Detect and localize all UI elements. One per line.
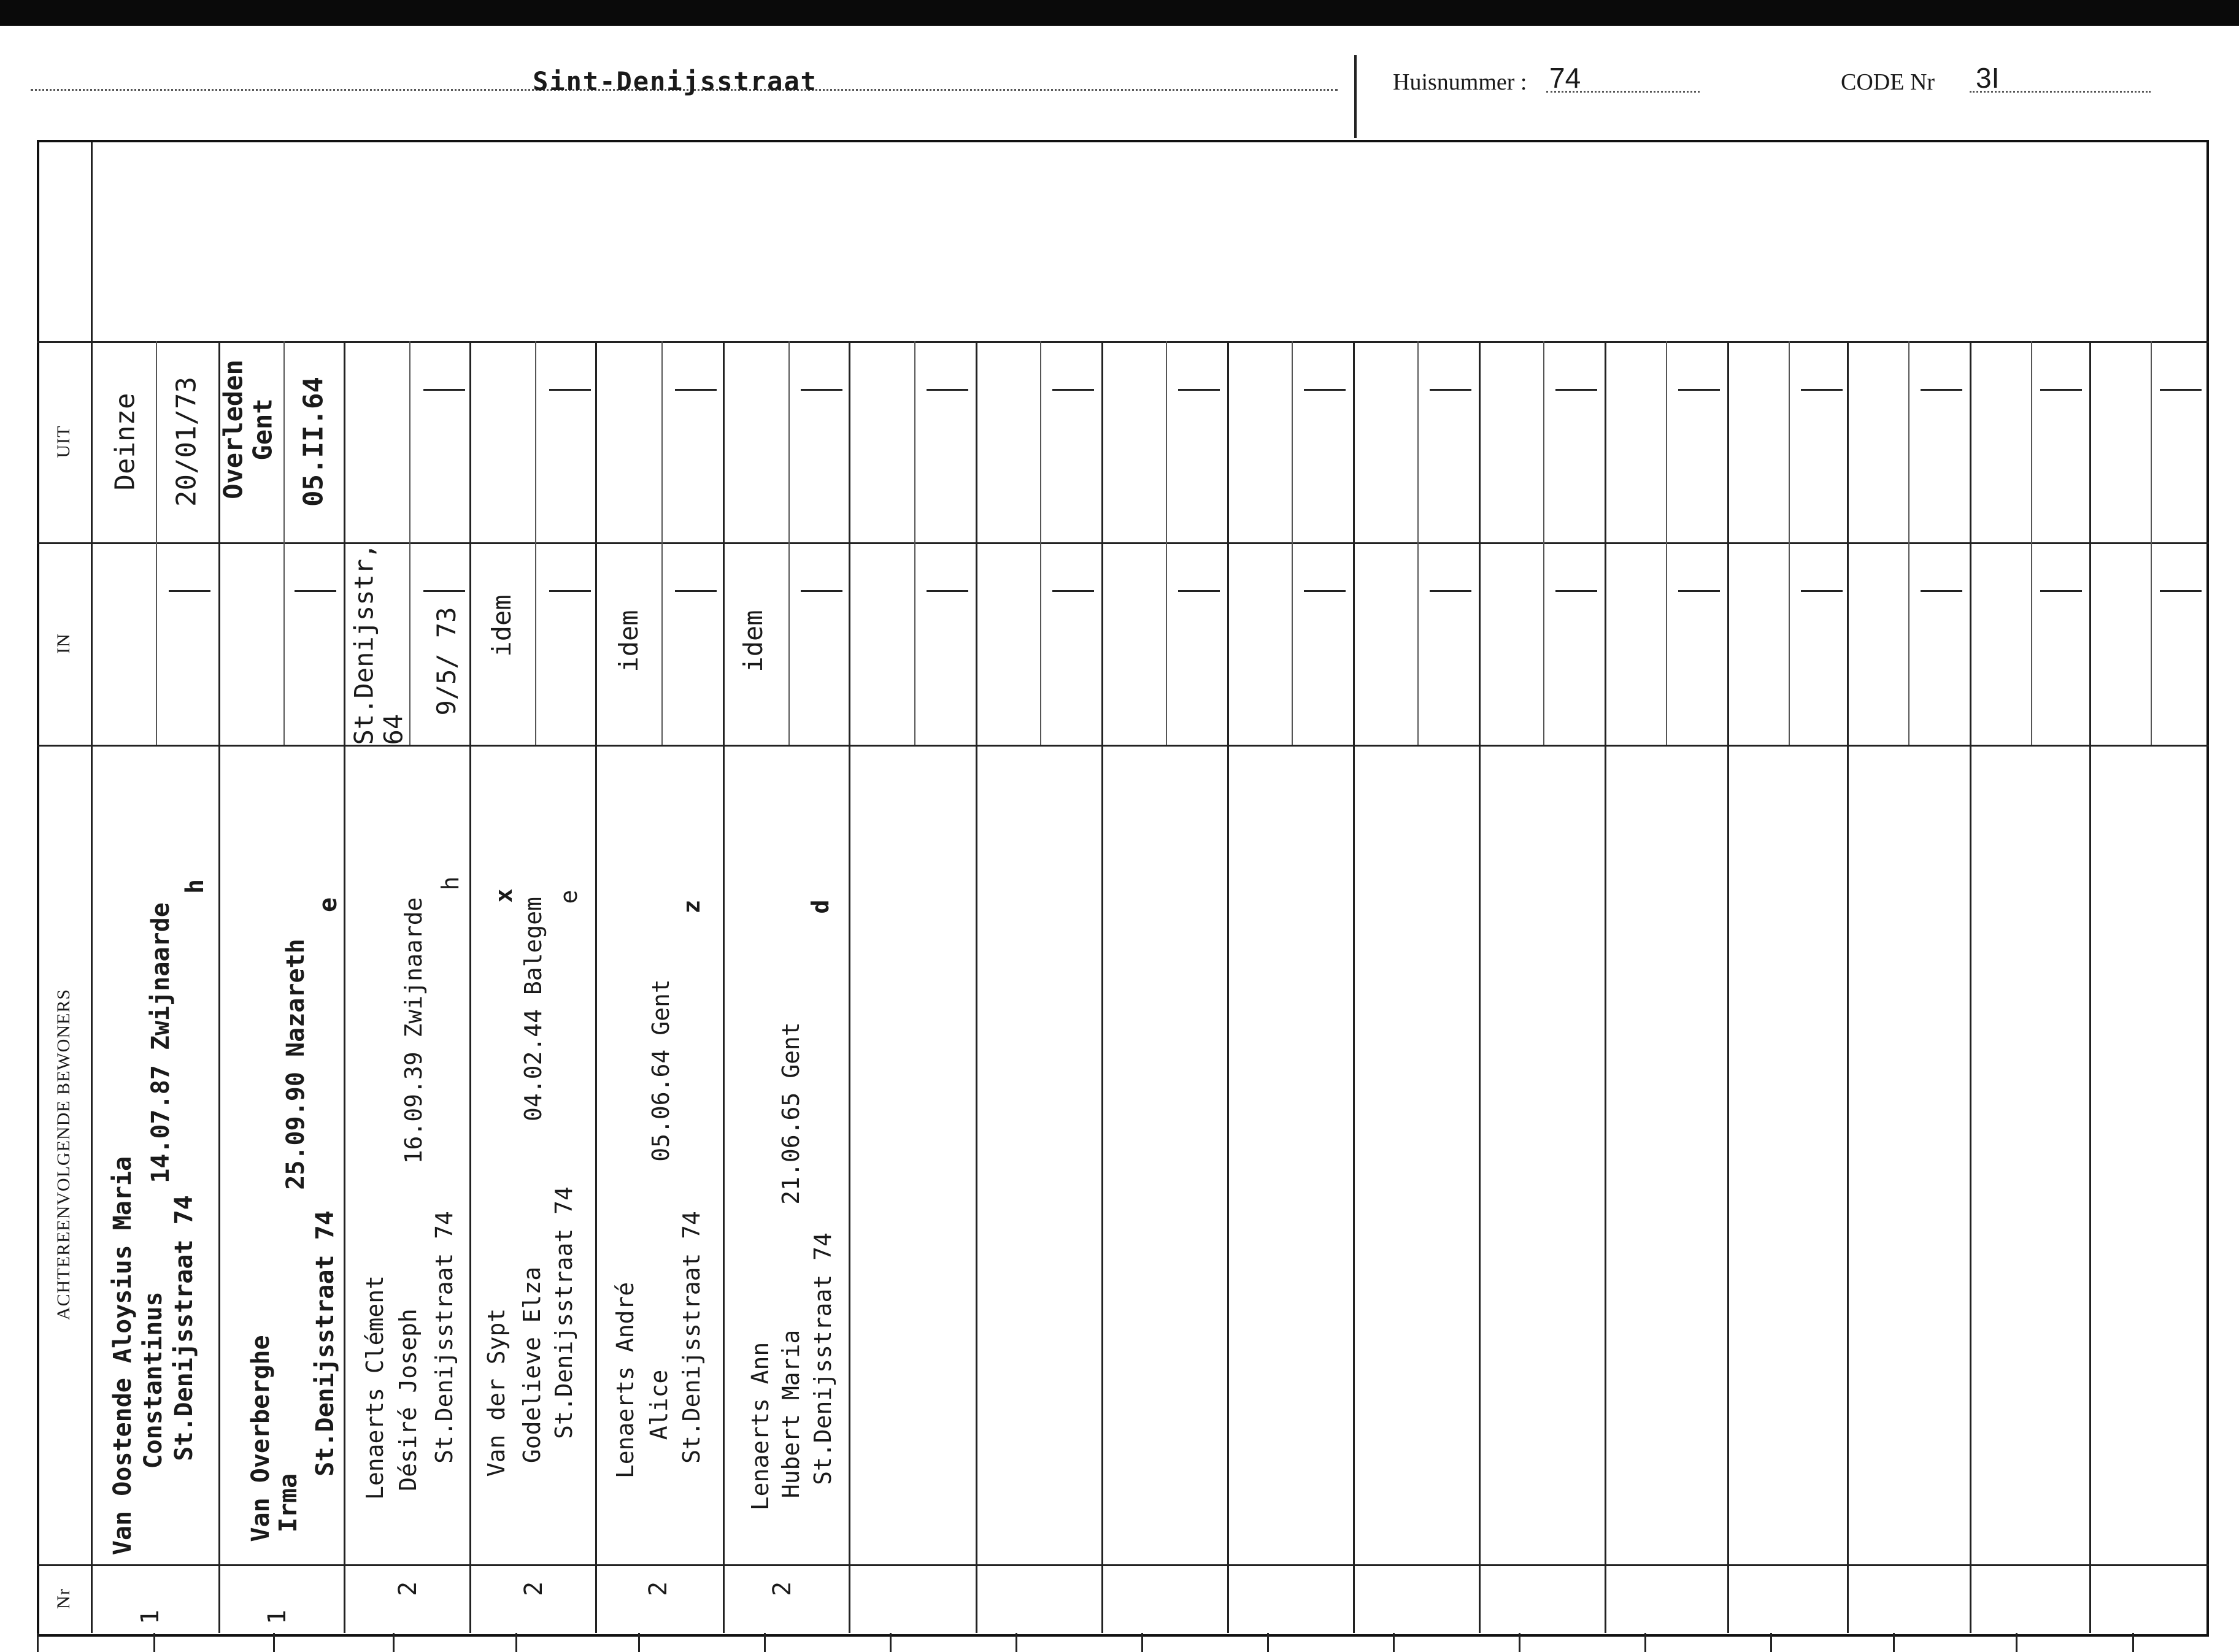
entry-4-name-line1: Van der Sypt xyxy=(483,1308,511,1477)
empty-mark xyxy=(1555,389,1597,391)
col-sep xyxy=(469,341,471,1633)
entry-2-relation: e xyxy=(314,897,342,913)
entry-3-name-line1: Lenaerts Clément xyxy=(361,1275,389,1500)
empty-mark xyxy=(675,590,717,592)
sub-sep xyxy=(283,341,285,745)
sub-sep xyxy=(1292,341,1293,745)
bottom-tick xyxy=(273,1633,275,1652)
entry-6-name-line2: Hubert Maria xyxy=(777,1329,805,1499)
entry-2-birth: 25.09.90 Nazareth xyxy=(282,939,310,1190)
sub-sep xyxy=(2151,341,2152,745)
bottom-tick xyxy=(638,1633,640,1652)
empty-mark xyxy=(1555,590,1597,592)
bewoners-nr-divider xyxy=(37,1564,2209,1566)
entry-5-name-line2: Alice xyxy=(645,1369,673,1440)
col-sep xyxy=(1479,341,1481,1633)
entry-1-name-line2: Constantinus xyxy=(139,1291,168,1469)
entry-2-uit-date: 05.II.64 xyxy=(298,377,329,507)
col-sep xyxy=(595,341,597,1633)
code-value: 3I xyxy=(1976,62,2000,94)
empty-mark xyxy=(1801,389,1843,391)
entry-3-birth: 16.09.39 Zwijnaarde xyxy=(400,897,428,1164)
bottom-tick xyxy=(1015,1633,1017,1652)
entry-3-relation: h xyxy=(437,876,464,891)
empty-mark xyxy=(549,590,591,592)
code-label: CODE Nr xyxy=(1841,69,1935,95)
sub-sep xyxy=(788,341,790,745)
entry-4-address: St.Denijsstraat 74 xyxy=(550,1186,578,1439)
column-label-bewoners: ACHTEREENVOLGENDE BEWONERS xyxy=(53,988,74,1321)
empty-mark xyxy=(927,590,968,592)
bottom-tick xyxy=(1770,1633,1772,1652)
sub-sep xyxy=(1166,341,1167,745)
col-sep xyxy=(1101,341,1103,1633)
col-sep xyxy=(849,341,850,1633)
col-sep xyxy=(723,341,725,1633)
empty-mark xyxy=(2040,389,2082,391)
empty-mark xyxy=(801,590,842,592)
entry-2-name-line1: Van Overberghe xyxy=(247,1335,275,1542)
empty-mark xyxy=(1430,590,1471,592)
sub-sep xyxy=(156,341,157,745)
entry-3-address: St.Denijsstraat 74 xyxy=(431,1211,458,1464)
sub-sep xyxy=(409,341,410,745)
entry-1-uit-date: 20/01/73 xyxy=(171,377,202,507)
empty-mark xyxy=(1052,590,1094,592)
col-sep xyxy=(2089,341,2091,1633)
entry-5-birth: 05.06.64 Gent xyxy=(647,979,675,1162)
empty-mark xyxy=(1801,590,1843,592)
entry-6-birth: 21.06.65 Gent xyxy=(777,1022,805,1205)
column-label-uit: UIT xyxy=(53,425,74,458)
bottom-tick xyxy=(1393,1633,1395,1652)
empty-mark xyxy=(801,389,842,391)
entry-3-in-date: 9/5/ 73 xyxy=(431,607,461,716)
col-sep xyxy=(1353,341,1355,1633)
col-sep xyxy=(1227,341,1229,1633)
entry-4-birth: 04.02.44 Balegem xyxy=(520,896,547,1122)
bottom-tick xyxy=(2132,1633,2134,1652)
col-sep xyxy=(1605,341,1606,1633)
empty-mark xyxy=(2160,389,2202,391)
street-name: Sint-Denijsstraat xyxy=(533,66,817,96)
entry-4-name-line2: Godelieve Elza xyxy=(518,1266,546,1464)
empty-mark xyxy=(423,590,465,592)
entry-5-nr: 2 xyxy=(644,1581,672,1597)
uit-band-top xyxy=(37,341,2209,343)
entry-4-nr: 2 xyxy=(520,1581,548,1597)
bottom-tick xyxy=(1267,1633,1269,1652)
column-label-nr: Nr xyxy=(53,1588,74,1609)
sub-sep xyxy=(535,341,536,745)
bottom-tick xyxy=(393,1633,395,1652)
empty-mark xyxy=(1678,389,1720,391)
empty-mark xyxy=(1678,590,1720,592)
empty-mark xyxy=(423,389,465,391)
empty-mark xyxy=(2040,590,2082,592)
in-bewoners-divider xyxy=(37,745,2209,747)
col-sep xyxy=(1970,341,1971,1633)
entry-1-uit-place: Deinze xyxy=(109,393,141,491)
header-divider xyxy=(1354,55,1357,138)
empty-mark xyxy=(1304,389,1346,391)
label-column-divider xyxy=(91,142,93,1633)
scan-top-edge xyxy=(0,0,2239,26)
bottom-tick xyxy=(1644,1633,1646,1652)
sub-sep xyxy=(1666,341,1667,745)
entry-5-in-place: idem xyxy=(613,610,644,672)
entry-1-name-line1: Van Oostende Aloysius Maria xyxy=(109,1156,137,1556)
empty-mark xyxy=(2160,590,2202,592)
entry-4-mark: x xyxy=(490,888,518,903)
entry-6-address: St.Denijsstraat 74 xyxy=(809,1232,837,1485)
empty-mark xyxy=(1178,389,1220,391)
bottom-tick xyxy=(2016,1633,2017,1652)
col-sep xyxy=(218,341,220,1633)
huisnummer-label: Huisnummer : xyxy=(1393,69,1527,95)
sub-sep xyxy=(1040,341,1041,745)
entry-5-name-line1: Lenaerts André xyxy=(612,1281,639,1479)
entry-6-in-place: idem xyxy=(738,610,768,672)
entry-5-address: St.Denijsstraat 74 xyxy=(678,1211,706,1464)
empty-mark xyxy=(295,590,336,592)
sub-sep xyxy=(1543,341,1544,745)
col-sep xyxy=(1847,341,1849,1633)
entry-3-nr: 2 xyxy=(394,1581,422,1597)
sub-sep xyxy=(1908,341,1910,745)
empty-mark xyxy=(1921,590,1962,592)
entry-4-in-place: idem xyxy=(486,594,517,657)
entry-1-nr: 1 xyxy=(136,1609,164,1625)
empty-mark xyxy=(1430,389,1471,391)
entry-6-name-line1: Lenaerts Ann xyxy=(747,1342,774,1511)
empty-mark xyxy=(1921,389,1962,391)
empty-mark xyxy=(169,590,210,592)
sub-sep xyxy=(1789,341,1790,745)
entry-6-relation: d xyxy=(807,899,834,914)
entry-1-birth: 14.07.87 Zwijnaarde xyxy=(147,902,175,1183)
empty-mark xyxy=(1178,590,1220,592)
entry-5-relation: z xyxy=(678,899,706,914)
bottom-tick xyxy=(515,1633,517,1652)
empty-mark xyxy=(675,389,717,391)
sub-sep xyxy=(661,341,663,745)
sub-sep xyxy=(1417,341,1419,745)
entry-2-name-line2: Irma xyxy=(274,1473,303,1533)
huisnummer-value: 74 xyxy=(1549,62,1581,94)
empty-mark xyxy=(549,389,591,391)
entry-4-relation: e xyxy=(555,889,583,904)
bottom-tick xyxy=(37,1633,39,1652)
bottom-tick xyxy=(764,1633,766,1652)
empty-mark xyxy=(1052,389,1094,391)
entry-2-uit-place: Overleden Gent xyxy=(218,359,278,499)
col-sep xyxy=(344,341,345,1633)
sub-sep xyxy=(914,341,915,745)
col-sep xyxy=(1727,341,1729,1633)
bottom-tick xyxy=(1141,1633,1143,1652)
entry-3-in-place: St.Denijsstr, 64 xyxy=(349,543,409,745)
entry-2-nr: 1 xyxy=(263,1609,291,1625)
empty-mark xyxy=(927,389,968,391)
entry-2-address: St.Denijsstraat 74 xyxy=(311,1210,339,1477)
entry-3-name-line2: Désiré Joseph xyxy=(395,1308,422,1491)
entry-1-address: St.Denijsstraat 74 xyxy=(170,1195,198,1461)
entry-1-relation: h xyxy=(181,878,209,894)
empty-mark xyxy=(1304,590,1346,592)
bottom-tick xyxy=(1893,1633,1895,1652)
bottom-tick xyxy=(890,1633,892,1652)
entry-6-nr: 2 xyxy=(768,1581,796,1597)
sub-sep xyxy=(2031,341,2032,745)
column-label-in: IN xyxy=(53,633,74,654)
bottom-tick xyxy=(153,1633,155,1652)
col-sep xyxy=(976,341,977,1633)
bottom-tick xyxy=(1519,1633,1520,1652)
